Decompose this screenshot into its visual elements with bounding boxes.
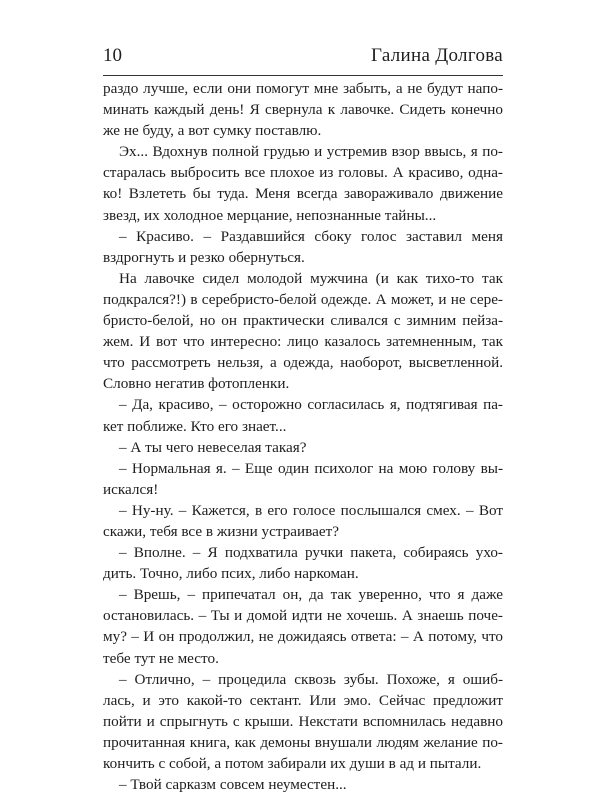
text-line: – Да, красиво, – осторожно согласилась я, подтягивая па- xyxy=(119,396,503,414)
text-line: подкрался?!) в серебристо-белой одежде. А может, и не сере- xyxy=(103,290,503,308)
text-line: – А ты чего невеселая такая? xyxy=(119,438,307,456)
text-line: – Красиво. – Раздавшийся сбоку голос заставил меня xyxy=(119,227,503,245)
text-line: старалась выбросить все плохое из головы. А красиво, одна- xyxy=(103,164,503,182)
body-text xyxy=(103,78,503,795)
text-line: – Отлично, – процедила сквозь зубы. Похоже, я ошиб- xyxy=(119,670,503,688)
text-line: раздо лучше, если они помогут мне забыть, а не будут напо- xyxy=(103,80,503,97)
text-line: – Твой сарказм совсем неуместен... xyxy=(119,776,347,794)
text-line: лась, и это какой-то сектант. Или эмо. Сейчас предложит xyxy=(103,691,503,709)
text-line: вздрогнуть и резко обернуться. xyxy=(103,248,305,266)
text-line: На лавочке сидел молодой мужчина (и как тихо-то так xyxy=(119,269,503,287)
text-line: – Ну-ну. – Кажется, в его голосе послышался смех. – Вот xyxy=(119,501,503,519)
text-line: пойти и спрыгнуть с крыши. Некстати вспомнилась недавно xyxy=(103,712,503,730)
text-line: Эх... Вдохнув полной грудью и устремив взор ввысь, я по- xyxy=(119,143,503,161)
page-header xyxy=(103,45,503,76)
text-line: минать каждый день! Я свернула к лавочке. Сидеть конечно xyxy=(103,101,503,119)
running-title: Галина Долгова xyxy=(371,45,503,66)
text-line: звезд, их холодное мерцание, непознанные тайны... xyxy=(103,206,437,224)
text-line: искался! xyxy=(103,480,159,498)
text-line: скажи, тебя все в жизни устраивает? xyxy=(103,522,339,540)
text-line: тебе тут не место. xyxy=(103,649,219,667)
text-line: что рассмотреть нельзя, а одежда, наоборот, высветленной. xyxy=(103,354,503,372)
text-line: кет поближе. Кто его знает... xyxy=(103,417,287,435)
text-line: дить. Точно, либо псих, либо наркоман. xyxy=(103,565,359,583)
text-line: – Врешь, – припечатал он, да так уверенно, что я даже xyxy=(119,586,503,604)
page-number: 10 xyxy=(103,45,122,66)
text-line: прочитанная книга, как демоны внушали людям желание по- xyxy=(103,733,503,751)
text-line: му? – И он продолжил, не дожидаясь ответа: – А потому, что xyxy=(103,628,503,646)
text-line: же не буду, а вот сумку поставлю. xyxy=(103,122,322,140)
text-line: Словно негатив фотопленки. xyxy=(103,375,290,393)
text-line: жем. И вот что интересно: лицо казалось затемненным, так xyxy=(103,333,503,351)
text-line: – Нормальная я. – Еще один психолог на мою голову вы- xyxy=(119,459,503,477)
text-line: кончить с собой, а потом забирали их души в ад и пытали. xyxy=(103,755,482,772)
text-line: бристо-белой, но он практически сливался с зимним пейза- xyxy=(103,312,503,330)
text-line: – Вполне. – Я подхватила ручки пакета, собираясь ухо- xyxy=(119,544,503,562)
text-line: ко! Взлететь бы туда. Меня всегда завораживало движение xyxy=(103,185,503,203)
text-line: остановилась. – Ты и домой идти не хочешь. А знаешь поче- xyxy=(103,607,503,625)
